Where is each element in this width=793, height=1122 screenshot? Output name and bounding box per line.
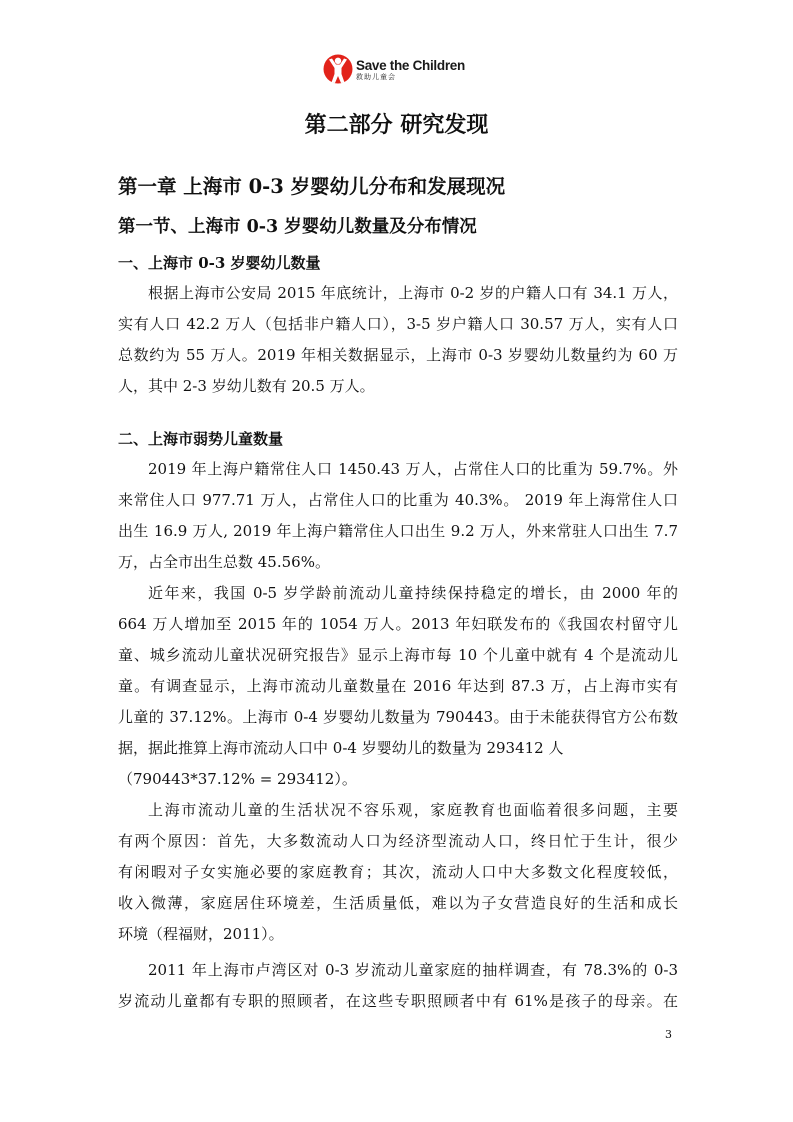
text-line: 岁流动儿童都有专职的照顾者，在这些专职照顾者中有 61%是孩子的母亲。在 [118, 992, 678, 1010]
logo-name: Save the Children [356, 57, 465, 73]
page-title: 第二部分 研究发现 [304, 112, 489, 138]
logo-name-cn: 救助儿童会 [356, 73, 396, 82]
paragraph [118, 454, 678, 578]
page-number: 3 [665, 1028, 672, 1041]
text-line: 实有人口 42.2 万人（包括非户籍人口），3-5 岁户籍人口 30.57 万人，实有人口 [118, 315, 678, 333]
paragraph [118, 278, 678, 402]
section-title: 第一节、上海市 0-3 岁婴幼儿数量及分布情况 [118, 217, 477, 237]
save-the-children-figure-icon [323, 53, 353, 87]
text-line: 环境（程福财，2011）。 [118, 925, 284, 943]
paragraph [118, 795, 678, 950]
paragraph [118, 955, 678, 1017]
text-line: 有闲暇对子女实施必要的家庭教育；其次，流动人口中大多数文化程度较低， [118, 863, 678, 881]
text-line: 童、城乡流动儿童状况研究报告》显示上海市每 10 个儿童中就有 4 个是流动儿 [118, 646, 678, 664]
text-line: 童。有调查显示，上海市流动儿童数量在 2016 年达到 87.3 万，占上海市实有 [118, 677, 678, 695]
text-line: 出生 16.9 万人, 2019 年上海户籍常住人口出生 9.2 万人，外来常驻人口出生 7.7 [118, 522, 678, 540]
text-line: 来常住人口 977.71 万人，占常住人口的比重为 40.3%。 2019 年上海常住人口 [118, 491, 678, 509]
chapter-title: 第一章 上海市 0-3 岁婴幼儿分布和发展现况 [118, 175, 506, 198]
text-line: 据，据此推算上海市流动人口中 0-4 岁婴幼儿的数量为 293412 人 [118, 739, 564, 757]
subsection-heading: 一、上海市 0-3 岁婴幼儿数量 [118, 254, 321, 272]
paragraph [118, 578, 678, 795]
text-line: 664 万人增加至 2015 年的 1054 万人。2013 年妇联发布的《我国农村留守儿 [118, 615, 678, 633]
text-line: 2011 年上海市卢湾区对 0-3 岁流动儿童家庭的抽样调查，有 78.3%的 0-3 [148, 961, 678, 979]
text-line: 有两个原因：首先，大多数流动人口为经济型流动人口，终日忙于生计，很少 [118, 832, 678, 850]
text-line: 近年来，我国 0-5 岁学龄前流动儿童持续保持稳定的增长，由 2000 年的 [148, 584, 678, 602]
subsection-heading: 二、上海市弱势儿童数量 [118, 430, 284, 448]
text-line: 根据上海市公安局 2015 年底统计，上海市 0-2 岁的户籍人口有 34.1 万人， [148, 284, 678, 302]
text-line: 总数约为 55 万人。2019 年相关数据显示，上海市 0-3 岁婴幼儿数量约为 60 万 [118, 346, 678, 364]
text-line: 2019 年上海户籍常住人口 1450.43 万人，占常住人口的比重为 59.7%。外 [148, 460, 678, 478]
logo-wordmark [356, 59, 465, 82]
text-line: 人，其中 2-3 岁幼儿数有 20.5 万人。 [118, 377, 375, 395]
text-line: 收入微薄，家庭居住环境差，生活质量低，难以为子女营造良好的生活和成长 [118, 894, 678, 912]
save-the-children-logo [323, 53, 465, 87]
text-line: （790443*37.12% = 293412）。 [118, 770, 357, 788]
text-line: 上海市流动儿童的生活状况不容乐观，家庭教育也面临着很多问题，主要 [148, 801, 678, 819]
text-line: 万，占全市出生总数 45.56%。 [118, 553, 330, 571]
text-line: 儿童的 37.12%。上海市 0-4 岁婴幼儿数量为 790443。由于未能获得官方公布数 [118, 708, 678, 726]
